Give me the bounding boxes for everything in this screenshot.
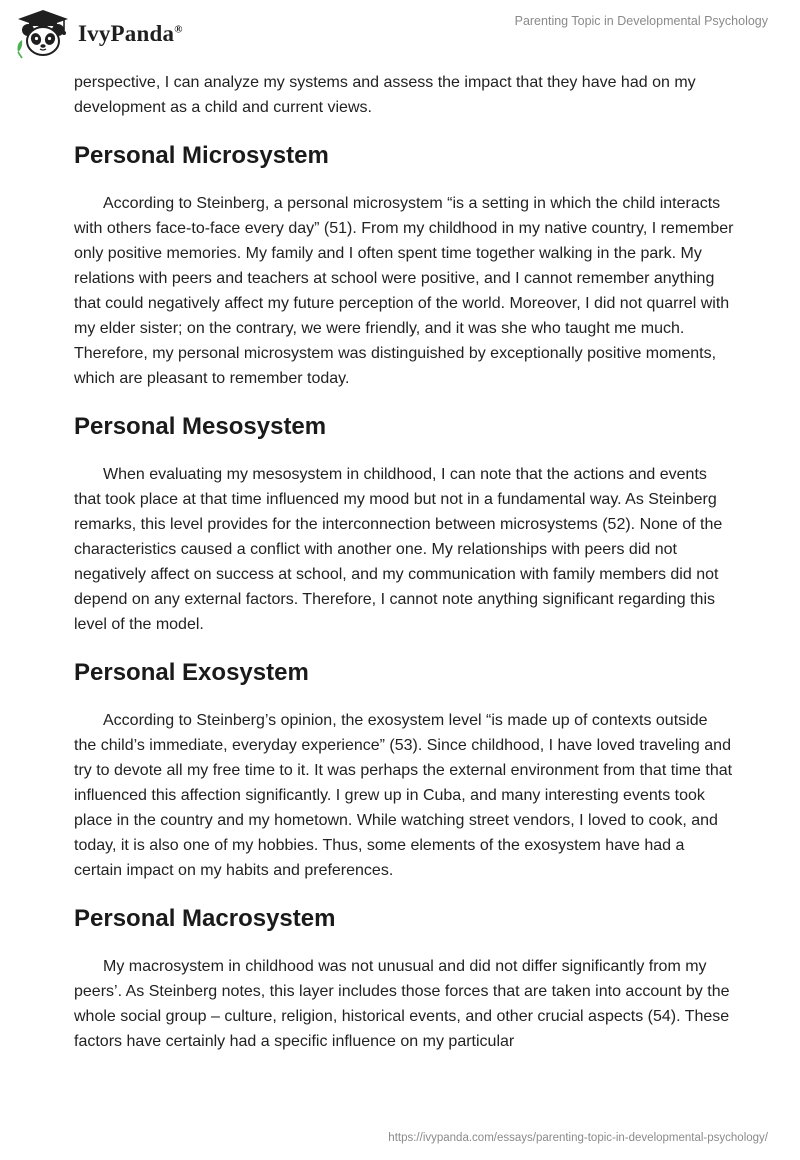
intro-paragraph: perspective, I can analyze my systems and assess the impact that they have had on my development as a child and current views. (74, 74, 696, 116)
source-url[interactable]: https://ivypanda.com/essays/parenting-topic-in-developmental-psychology/ (388, 1132, 768, 1144)
section-heading-exosystem: Personal Exosystem (74, 659, 309, 686)
panda-graduate-icon (14, 8, 72, 60)
essay-body (74, 70, 734, 1054)
section-heading-microsystem: Personal Microsystem (74, 142, 329, 169)
section-paragraph-mesosystem: When evaluating my mesosystem in childhood, I can note that the actions and events that took place at that time influenced my mood but not in a fundamental way. As Steinberg remarks, this level provides for the interconnection between microsystems (52). None of the characteristics caused a conflict with another one. My relationships with peers did not negatively affect on success at school, and my communication with family members did not depend on any external factors. Therefore, I cannot note anything significant regarding this level of the model. (74, 466, 723, 633)
document-title: Parenting Topic in Developmental Psychology (514, 14, 768, 28)
brand-name: IvyPanda® (78, 21, 183, 46)
section-heading-macrosystem: Personal Macrosystem (74, 905, 336, 932)
section-heading-mesosystem: Personal Mesosystem (74, 413, 327, 440)
brand-logo[interactable] (14, 8, 183, 60)
section-paragraph-macrosystem: My macrosystem in childhood was not unusual and did not differ significantly from my peers’. As Steinberg notes, this layer includes those forces that are taken into account by the whole social group – culture, religion, historical events, and other crucial aspects (54). These factors have certainly had a specific influence on my particular (74, 958, 730, 1050)
registered-mark: ® (174, 23, 183, 36)
page-header (0, 0, 800, 70)
section-paragraph-microsystem: According to Steinberg, a personal microsystem “is a setting in which the child interacts with others face-to-face every day” (51). From my childhood in my native country, I remember only positive memories. My family and I often spent time together walking in the park. My relations with peers and teachers at school were positive, and I cannot remember anything that could negatively affect my future perception of the world. Moreover, I did not quarrel with my elder sister; on the contrary, we were friendly, and it was she who taught me much. Therefore, my personal microsystem was distinguished by exceptionally positive moments, which are pleasant to remember today. (74, 195, 734, 387)
section-paragraph-exosystem: According to Steinberg’s opinion, the exosystem level “is made up of contexts outside the child’s immediate, everyday experience” (53). Since childhood, I have loved traveling and try to devote all my free time to it. It was perhaps the external environment from that time that influenced this affection significantly. I grew up in Cuba, and many interesting events took place in the country and my hometown. While watching street vendors, I loved to cook, and today, it is also one of my hobbies. Thus, some elements of the exosystem have had a certain impact on my habits and preferences. (74, 712, 733, 879)
